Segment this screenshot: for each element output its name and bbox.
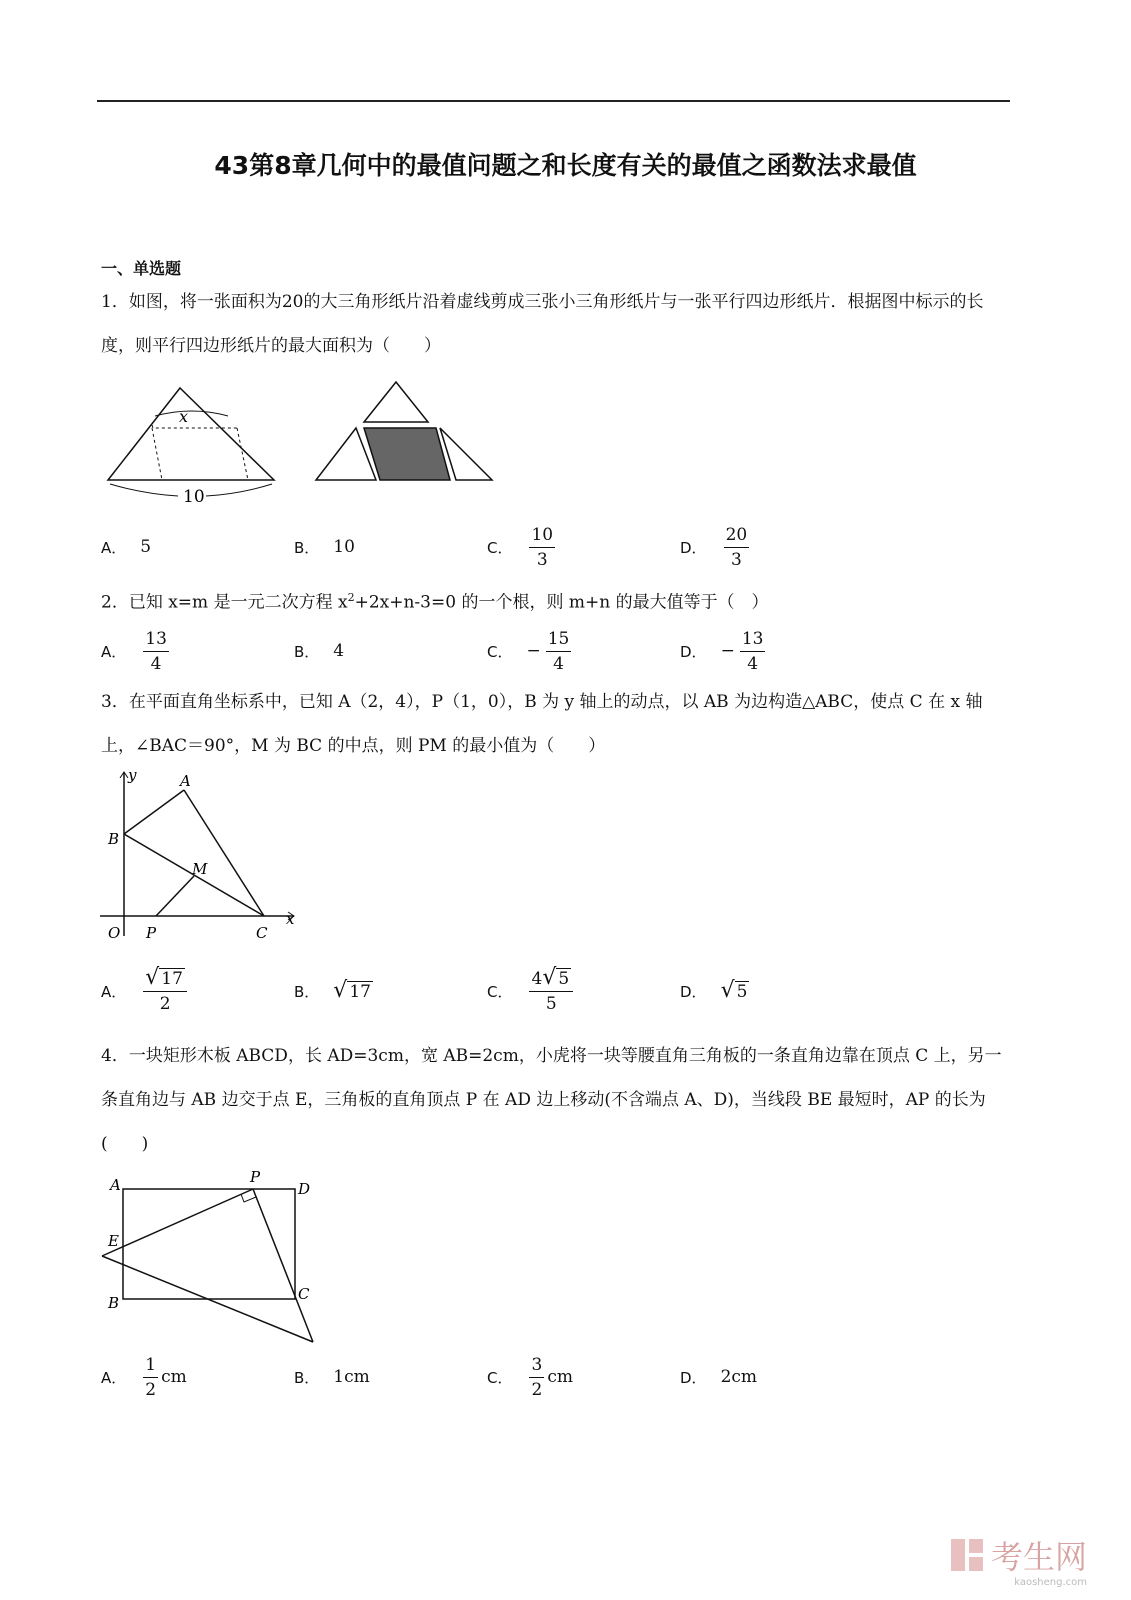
question-4-figure — [98, 1166, 328, 1356]
question-3-text: 3．在平面直角坐标系中，已知 A（2，4），P（1，0），B 为 y 轴上的动点，以 AB 为边构造△ABC，使点 C 在 x 轴上，∠BAC＝90°，M 为 BC 的中点，则 PM 的最小值为（ ） — [101, 692, 983, 756]
q4-option-a[interactable]: A． $\frac{1}{2}$ cm — [101, 1354, 187, 1400]
q4-option-d[interactable]: D． 2cm — [680, 1367, 758, 1387]
q2-option-a[interactable]: A． $\frac{13}{4}$ — [101, 628, 167, 674]
q1-option-c[interactable]: C． $\frac{10}{3}$ — [487, 524, 554, 570]
svg-text:A: A — [110, 1176, 121, 1194]
q1-option-b[interactable]: B． 10 — [294, 537, 355, 557]
section-heading: 一、单选题 — [101, 259, 182, 278]
q2-option-d[interactable]: D． − $\frac{13}{4}$ — [680, 628, 764, 674]
q3-option-b[interactable]: B． √ 17 — [294, 978, 371, 1003]
svg-text:x: x — [286, 910, 295, 928]
question-2-text: 2．已知 x=m 是一元二次方程 $x^2+2x+n-3=0$ 的一个根，则 m+n 的最大值等于（ ） — [101, 591, 769, 613]
question-1-figure — [100, 380, 500, 510]
svg-text:P: P — [146, 924, 157, 942]
question-1-text: 1．如图，将一张面积为20的大三角形纸片沿着虚线剪成三张小三角形纸片与一张平行四边形纸片．根据图中标示的长度，则平行四边形纸片的最大面积为（ ） — [101, 292, 984, 356]
svg-text:B: B — [108, 830, 120, 848]
question-4-text: 4．一块矩形木板 ABCD，长 AD=3cm，宽 AB=2cm，小虎将一块等腰直角三角板的一条直角边靠在顶点 C 上，另一条直角边与 AB 边交于点 E，三角板的直角顶点 P 在 AD 边上移动(不含端点 A、D)，当线段 BE 最短时，AP 的长为( ) — [101, 1046, 1002, 1154]
svg-text:B: B — [108, 1294, 120, 1312]
question-3-figure — [96, 766, 306, 946]
svg-text:C: C — [256, 924, 268, 942]
q3-option-a[interactable]: A． √ 17 2 — [101, 964, 190, 1018]
svg-text:D: D — [298, 1180, 311, 1198]
svg-text:P: P — [250, 1168, 261, 1186]
q4-option-c[interactable]: C． $\frac{3}{2}$ cm — [487, 1354, 573, 1400]
svg-text:y: y — [128, 766, 137, 784]
svg-text:M: M — [192, 860, 208, 878]
svg-text:O: O — [108, 924, 121, 942]
header-rule — [97, 100, 1010, 102]
q3-option-c[interactable]: C． 4 √ 5 5 — [487, 964, 576, 1018]
q2-option-c[interactable]: C． − $\frac{15}{4}$ — [487, 628, 570, 674]
q1-base-label: 10 — [183, 487, 205, 507]
svg-text:A: A — [180, 772, 191, 790]
q1-option-d[interactable]: D． $\frac{20}{3}$ — [680, 524, 748, 570]
page-title: 43第8章几何中的最值问题之和长度有关的最值之函数法求最值 — [214, 151, 917, 180]
q2-option-b[interactable]: B． 4 — [294, 641, 345, 661]
svg-text:C: C — [298, 1285, 310, 1303]
watermark-logo-icon — [949, 1535, 985, 1575]
watermark: 考生网 kaosheng.com — [949, 1532, 1087, 1578]
q4-option-b[interactable]: B． 1cm — [294, 1367, 370, 1387]
q3-option-d[interactable]: D． √ 5 — [680, 978, 748, 1003]
q1-x-label: x — [179, 407, 189, 426]
q1-option-a[interactable]: A． 5 — [101, 537, 152, 557]
svg-text:E: E — [108, 1232, 119, 1250]
